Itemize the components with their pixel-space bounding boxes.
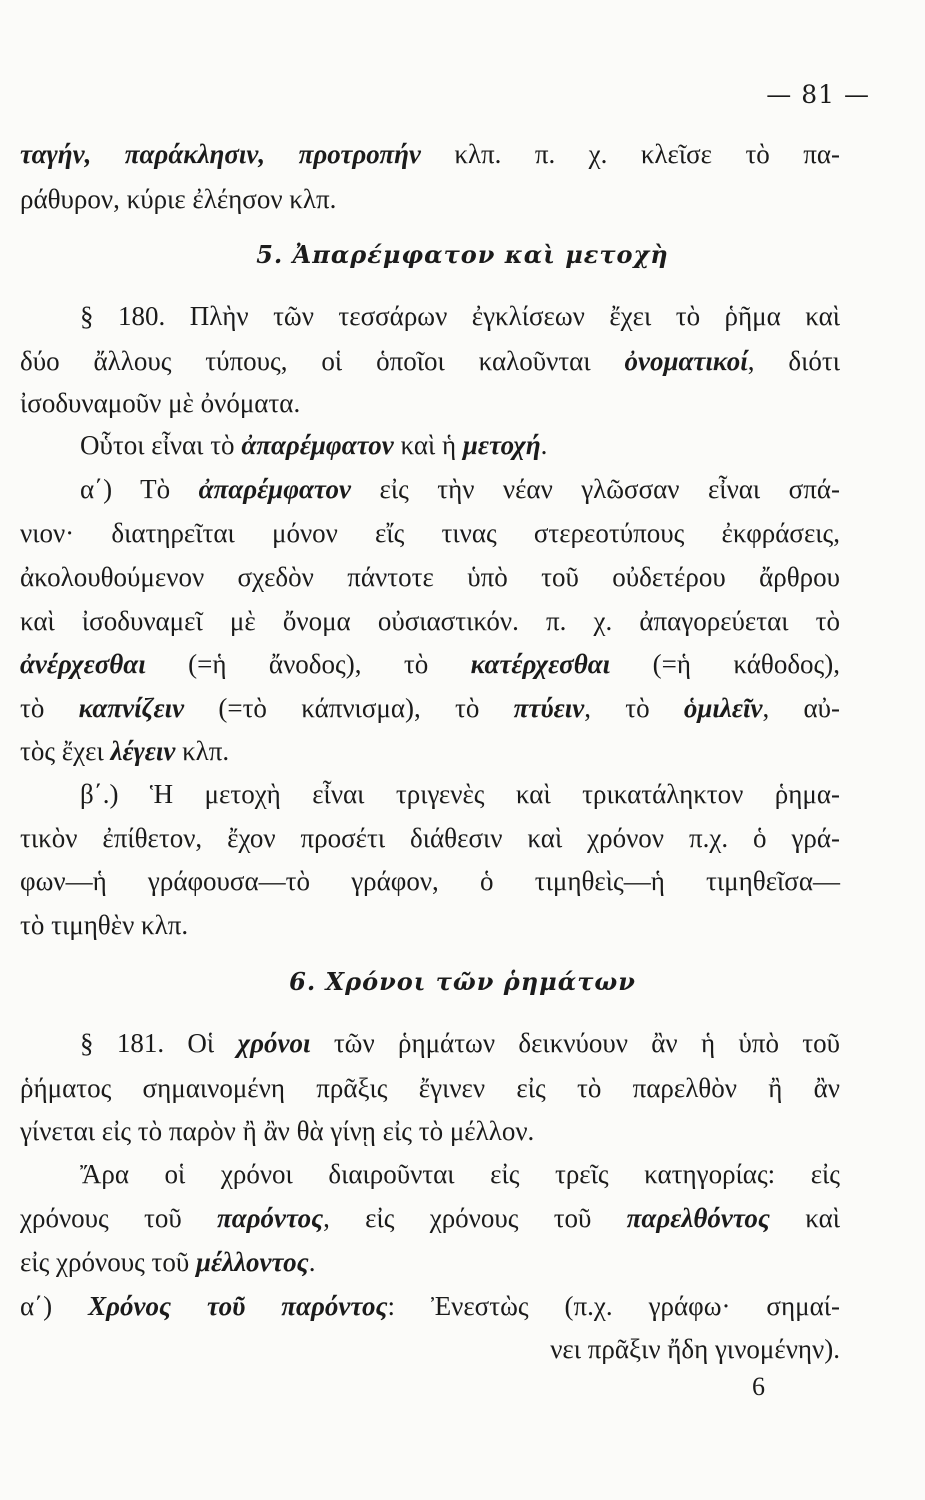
text-line: τὸ καπνίζειν (=τὸ κάπνισμα), τὸ πτύειν, τὸ ὁμιλεῖν, αὐ- [20, 693, 840, 723]
signature-mark: 6 [752, 1372, 765, 1401]
text-line: § 180. Πλὴν τῶν τεσσάρων ἐγκλίσεων ἔχει τὸ ῥῆμα καὶ [80, 301, 840, 331]
text-line: γίνεται εἰς τὸ παρὸν ἢ ἂν θὰ γίνῃ εἰς τὸ μέλλον. [20, 1116, 535, 1146]
text-line: β΄.) Ἡ μετοχὴ εἶναι τριγενὲς καὶ τρικατάληκτον ῥημα- [80, 779, 840, 809]
text-line: ταγήν, παράκλησιν, προτροπήν κλπ. π. χ. κλεῖσε τὸ πα- [20, 139, 840, 169]
text-line: τὸς ἔχει λέγειν κλπ. [20, 736, 230, 766]
text-line: Οὗτοι εἶναι τὸ ἀπαρέμφατον καὶ ἡ μετοχή. [80, 430, 548, 460]
text-line: νει πρᾶξιν ἤδη γινομένην). [550, 1334, 840, 1364]
text-line: § 181. Οἱ χρόνοι τῶν ῥημάτων δεικνύουν ἂν ἡ ὑπὸ τοῦ [80, 1028, 840, 1058]
text-line: νιον· διατηρεῖται μόνον εἴς τινας στερεοτύπους ἐκφράσεις, [20, 518, 840, 548]
text-line: α΄) Τὸ ἀπαρέμφατον εἰς τὴν νέαν γλῶσσαν εἶναι σπά- [80, 474, 840, 504]
section-heading-5: 5. Ἀπαρέμφατον καὶ μετοχὴ [256, 240, 669, 269]
text-line: ἰσοδυναμοῦν μὲ ὀνόματα. [20, 388, 301, 418]
page-number: — 81 — [766, 80, 870, 109]
text-line: εἰς χρόνους τοῦ μέλλοντος. [20, 1247, 316, 1277]
text-line: ῥήματος σημαινομένη πρᾶξις ἔγινεν εἰς τὸ παρελθὸν ἢ ἂν [20, 1073, 840, 1103]
text-line: α΄) Χρόνος τοῦ παρόντος: Ἐνεστὼς (π.χ. γράφω· σημαί- [20, 1291, 840, 1321]
text-line: τὸ τιμηθὲν κλπ. [20, 910, 189, 940]
text-line: ράθυρον, κύριε ἐλέησον κλπ. [20, 184, 337, 214]
text-line: ἀνέρχεσθαι (=ἡ ἄνοδος), τὸ κατέρχεσθαι (=ἡ κάθοδος), [20, 649, 840, 679]
text-line: καὶ ἰσοδυναμεῖ μὲ ὄνομα οὐσιαστικόν. π. χ. ἀπαγορεύεται τὸ [20, 606, 840, 636]
text-line: χρόνους τοῦ παρόντος, εἰς χρόνους τοῦ παρελθόντος καὶ [20, 1203, 840, 1233]
section-heading-6: 6. Χρόνοι τῶν ῥημάτων [289, 967, 636, 996]
text-line: τικὸν ἐπίθετον, ἔχον προσέτι διάθεσιν καὶ χρόνον π.χ. ὁ γρά- [20, 823, 840, 853]
text-line: δύο ἄλλους τύπους, οἱ ὁποῖοι καλοῦνται ὀνοματικοί, διότι [20, 346, 840, 376]
text-line: ἀκολουθούμενον σχεδὸν πάντοτε ὑπὸ τοῦ οὐδετέρου ἄρθρου [20, 562, 840, 592]
text-line: Ἄρα οἱ χρόνοι διαιροῦνται εἰς τρεῖς κατηγορίας: εἰς [80, 1159, 840, 1189]
text-line: φων—ἡ γράφουσα—τὸ γράφον, ὁ τιμηθεὶς—ἡ τιμηθεῖσα— [20, 866, 840, 896]
